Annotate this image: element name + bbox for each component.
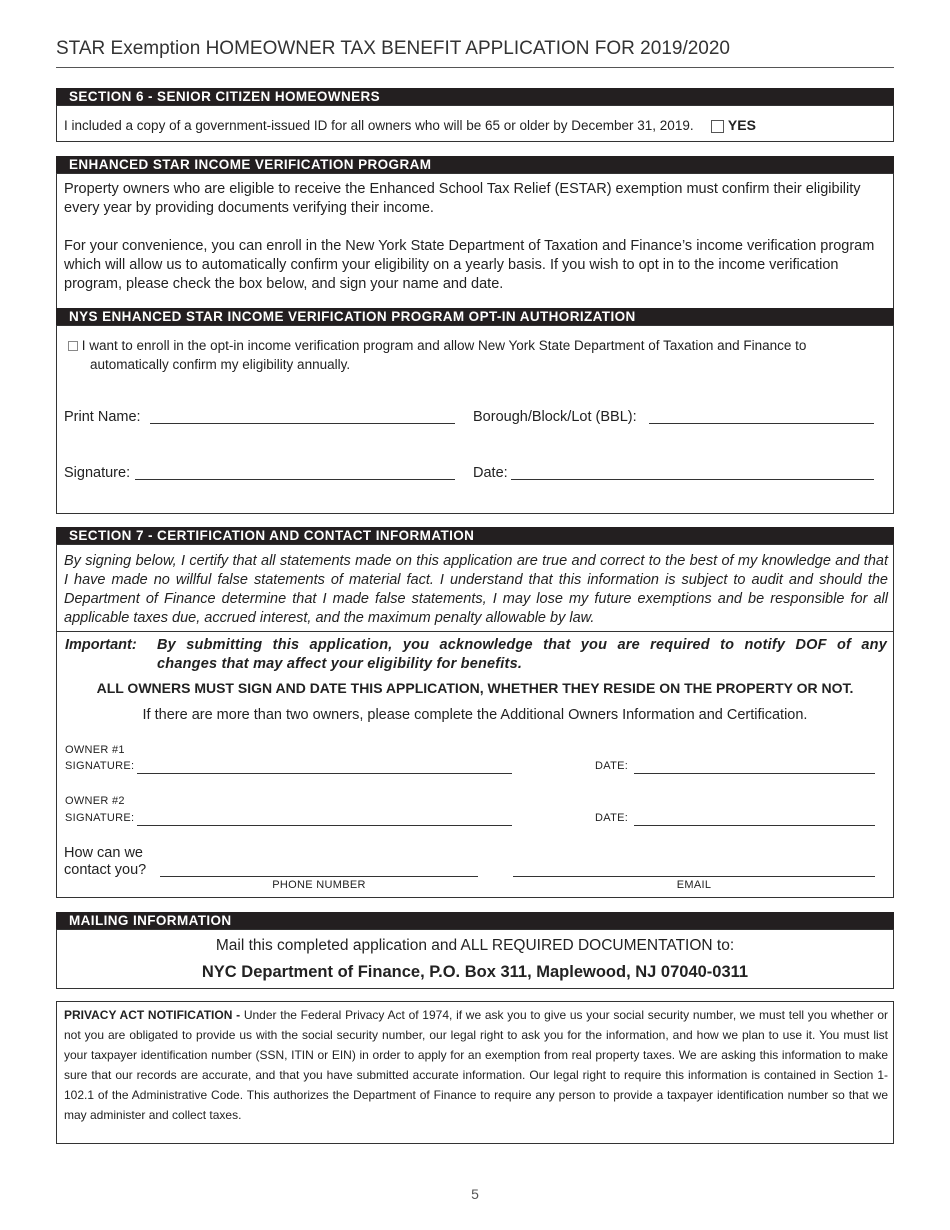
date-field[interactable] — [511, 479, 874, 480]
owner1-label: OWNER #1 — [65, 744, 125, 756]
estar-box — [56, 173, 894, 310]
print-name-field[interactable] — [150, 423, 455, 424]
section7-heading: SECTION 7 - CERTIFICATION AND CONTACT INFORMATION — [56, 527, 894, 544]
page-number: 5 — [471, 1186, 479, 1202]
privacy-text: Under the Federal Privacy Act of 1974, if we ask you to give us your social security number, we must tell you whether or not you are obligated to provide us with the social security number, our legal right to ask you for the information, and how we plan to use it. You must list your taxpayer identification number (SSN, ITIN or EIN) in order to apply for an exemption from real property taxes. We are asking this information to make sure that our records are accurate, and that you have submitted accurate information. Our legal right to require this information is contained in Section 1-102.1 of the Administrative Code. This authorizes the Department of Finance to require any person to provide a taxpayer identification number so that we may administer and collect taxes. — [64, 1008, 888, 1122]
signature-label: Signature: — [64, 465, 131, 481]
owner2-label: OWNER #2 — [65, 795, 125, 807]
certification-box — [56, 544, 894, 632]
owner2-signature-field[interactable] — [137, 825, 512, 826]
phone-field[interactable] — [160, 876, 478, 877]
print-name-label: Print Name: — [64, 409, 141, 425]
privacy-heading: PRIVACY ACT NOTIFICATION - — [64, 1008, 241, 1022]
important-line-1: By submitting this application, you acknowledge that you are required to notify DOF of any — [157, 637, 887, 653]
owner2-date-field[interactable] — [634, 825, 875, 826]
mailing-address: NYC Department of Finance, P.O. Box 311, Maplewood, NJ 07040-0311 — [201, 963, 749, 981]
optin-checkbox[interactable] — [68, 341, 78, 351]
more-owners-notice: If there are more than two owners, please complete the Additional Owners Information and Certification. — [142, 707, 808, 723]
bbl-field[interactable] — [649, 423, 874, 424]
owner1-date-field[interactable] — [634, 773, 875, 774]
important-line-2: changes that may affect your eligibility for benefits. — [157, 656, 523, 672]
owner1-date-label: DATE: — [595, 760, 629, 772]
email-field[interactable] — [513, 876, 875, 877]
estar-paragraph-1: Property owners who are eligible to receive the Enhanced School Tax Relief (ESTAR) exemption must confirm their eligibility every year by providing documents verifying their income. — [64, 181, 861, 216]
section7-box — [56, 631, 894, 898]
mailing-box — [56, 929, 894, 989]
privacy-box — [56, 1001, 894, 1144]
header-rule — [56, 67, 894, 68]
section6-heading: SECTION 6 - SENIOR CITIZEN HOMEOWNERS — [56, 88, 894, 105]
optin-checkbox-text-2: automatically confirm my eligibility annually. — [90, 357, 351, 372]
section6-box — [56, 105, 894, 142]
page-title: STAR Exemption HOMEOWNER TAX BENEFIT APPLICATION FOR 2019/2020 — [56, 38, 730, 59]
yes-checkbox[interactable] — [711, 120, 724, 133]
email-label: EMAIL — [676, 879, 712, 891]
optin-checkbox-text-1: I want to enroll in the opt-in income verification program and allow New York State Department of Taxation and Finance to — [81, 338, 807, 353]
contact-label-1: How can we — [64, 845, 143, 861]
signature-field[interactable] — [135, 479, 455, 480]
estar-paragraph-2: For your convenience, you can enroll in the New York State Department of Taxation and Finance’s income verification program which will allow us to automatically confirm your eligibility on a yearly basis. If you wish to opt in to the income verification program, please check the box below, and sign your name and date. — [64, 238, 875, 292]
optin-box — [56, 325, 894, 514]
owner2-signature-label: SIGNATURE: — [65, 812, 135, 824]
mailing-instruction: Mail this completed application and ALL REQUIRED DOCUMENTATION to: — [215, 937, 735, 954]
optin-heading: NYS ENHANCED STAR INCOME VERIFICATION PROGRAM OPT-IN AUTHORIZATION — [56, 308, 894, 325]
contact-label-2: contact you? — [64, 862, 147, 878]
bbl-label: Borough/Block/Lot (BBL): — [473, 409, 637, 425]
section6-statement: I included a copy of a government-issued ID for all owners who will be 65 or older by December 31, 2019. — [64, 118, 694, 133]
phone-label: PHONE NUMBER — [272, 879, 366, 891]
date-label: Date: — [473, 465, 508, 481]
owner2-date-label: DATE: — [595, 812, 629, 824]
owner1-signature-field[interactable] — [137, 773, 512, 774]
certification-text: By signing below, I certify that all statements made on this application are true and correct to the best of my knowledge and that I have made no willful false statements of material fact. I understand that this information is subject to audit and should the Department of Finance determine that I made false statements, I may lose my future exemptions and be responsible for all applicable taxes due, accrued interest, and the maximum penalty allowable by law. — [64, 553, 888, 626]
important-label: Important: — [65, 637, 137, 653]
owner1-signature-label: SIGNATURE: — [65, 760, 135, 772]
estar-heading: ENHANCED STAR INCOME VERIFICATION PROGRAM — [56, 156, 894, 173]
mailing-heading: MAILING INFORMATION — [56, 912, 894, 929]
all-owners-notice: ALL OWNERS MUST SIGN AND DATE THIS APPLICATION, WHETHER THEY RESIDE ON THE PROPERTY OR NOT. — [96, 680, 854, 696]
yes-label: YES — [727, 117, 756, 133]
